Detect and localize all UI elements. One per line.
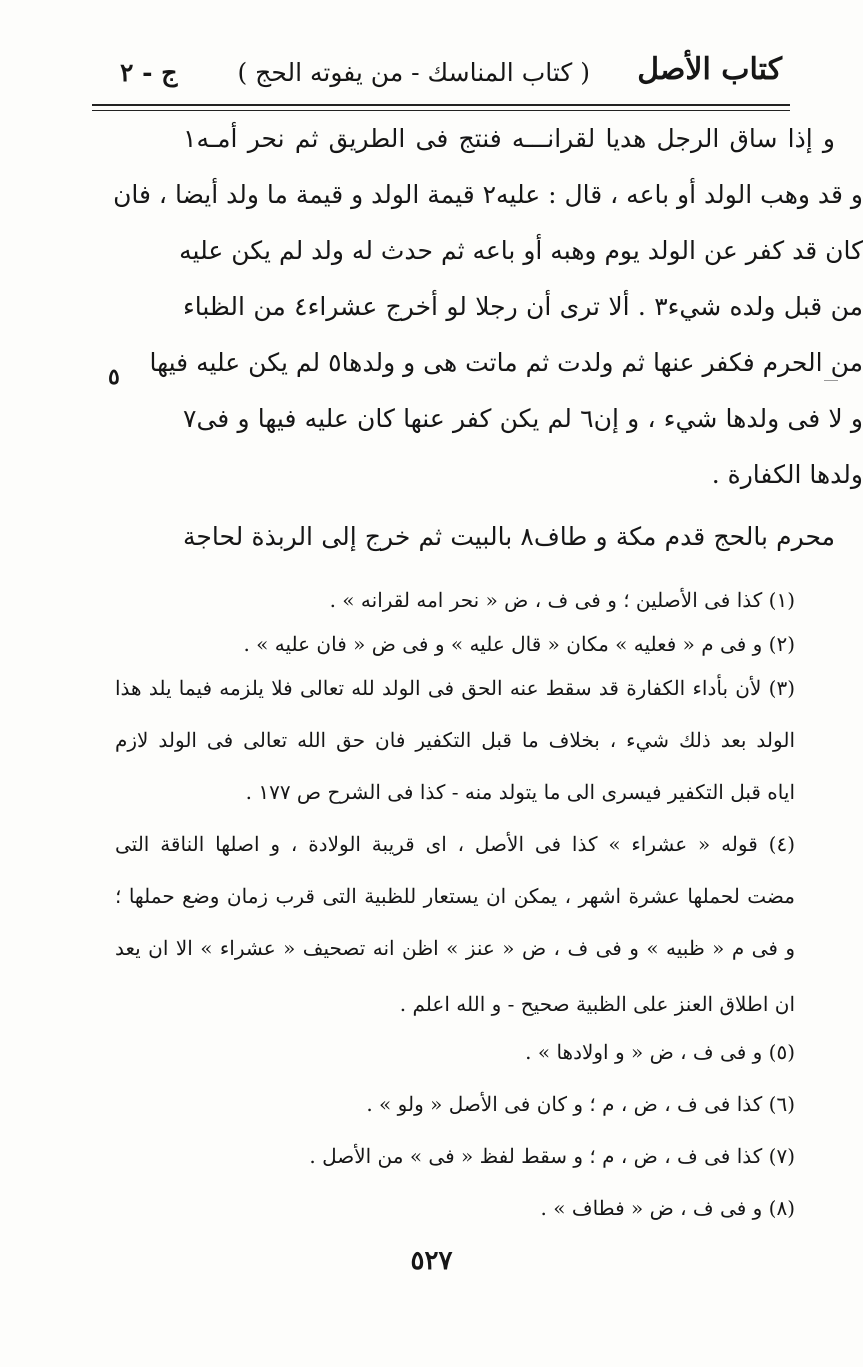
footnote: (٨) و فى ف ، ض « فطاف » . xyxy=(540,1196,795,1220)
body-line: ولدها الكفارة . xyxy=(711,460,863,489)
footnote: اياه قبل التكفير فيسرى الى ما يتولد منه - كذا فى الشرح ص ١٧٧ . xyxy=(245,780,795,804)
header-rule-thin xyxy=(92,110,790,111)
footnote: (٣) لأن بأداء الكفارة قد سقط عنه الحق فى الولد لله تعالى فلا يلزمه فيما يلد هذا xyxy=(115,676,795,700)
header-rule-thick xyxy=(92,104,790,106)
footnote: (٦) كذا فى ف ، ض ، م ؛ و كان فى الأصل « ولو » . xyxy=(366,1092,795,1116)
footnote: (٤) قوله « عشراء » كذا فى الأصل ، اى قريبة الولادة ، و اصلها الناقة التى xyxy=(115,832,795,856)
line-margin-number: ٥ xyxy=(108,364,120,390)
paragraph-start: محرم بالحج قدم مكة و طاف٨ بالبيت ثم خرج إلى الربذة لحاجة xyxy=(183,522,835,551)
running-header xyxy=(100,48,790,104)
body-line: و إذا ساق الرجل هديا لقرانـــه فنتج فى الطريق ثم نحر أمـه١ xyxy=(183,124,835,153)
volume-number: ج - ٢ xyxy=(120,58,178,87)
body-line: من الحرم فكفر عنها ثم ولدت ثم ماتت هى و ولدها٥ لم يكن عليه فيها xyxy=(149,348,863,377)
footnote: الولد بعد ذلك شيء ، بخلاف ما قبل التكفير فان حق الله تعالى فى الولد لازم xyxy=(115,728,795,752)
chapter-title: ( كتاب المناسك - من يفوته الحج ) xyxy=(237,58,590,87)
edge-mark xyxy=(824,380,838,381)
footnote: ان اطلاق العنز على الظبية صحيح - و الله اعلم . xyxy=(399,992,795,1016)
body-line: و قد وهب الولد أو باعه ، قال : عليه٢ قيمة الولد و قيمة ما ولد أيضا ، فان xyxy=(113,180,863,209)
page-number: ٥٢٧ xyxy=(410,1246,453,1276)
body-line: من قبل ولده شيء٣ . ألا ترى أن رجلا لو أخرج عشراء٤ من الظباء xyxy=(183,292,863,321)
footnote: (١) كذا فى الأصلين ؛ و فى ف ، ض « نحر امه لقرانه » . xyxy=(329,588,795,612)
footnote: مضت لحملها عشرة اشهر ، يمكن ان يستعار للظبية التى قرب زمان وضع حملها ؛ xyxy=(115,884,795,908)
footnote: (٥) و فى ف ، ض « و اولادها » . xyxy=(525,1040,795,1064)
body-line: و لا فى ولدها شيء ، و إن٦ لم يكن كفر عنها كان عليه فيها و فى٧ xyxy=(183,404,863,433)
footnote: (٢) و فى م « فعليه » مكان « قال عليه » و فى ض « فان عليه » . xyxy=(243,632,795,656)
book-title: كتاب الأصل xyxy=(637,52,782,87)
body-line: كان قد كفر عن الولد يوم وهبه أو باعه ثم حدث له ولد لم يكن عليه xyxy=(179,236,863,265)
footnote: و فى م « ظبيه » و فى ف ، ض « عنز » اظن انه تصحيف « عشراء » الا ان يعد xyxy=(115,936,795,960)
footnote: (٧) كذا فى ف ، ض ، م ؛ و سقط لفظ « فى » من الأصل . xyxy=(309,1144,795,1168)
